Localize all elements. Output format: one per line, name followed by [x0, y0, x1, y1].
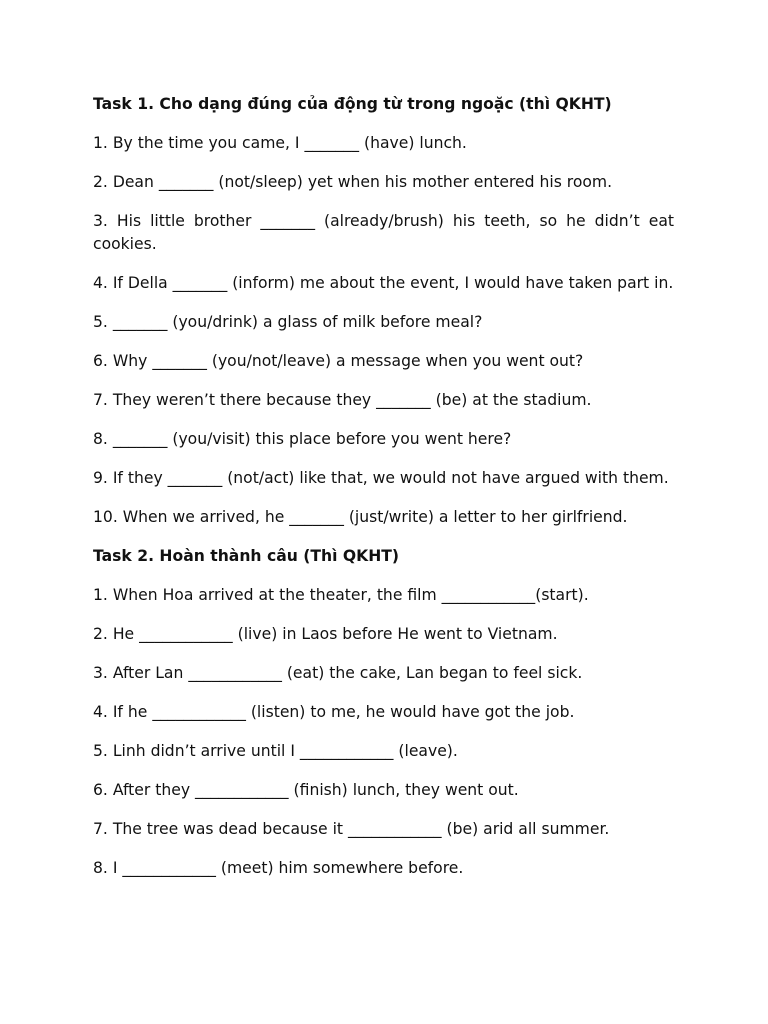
- worksheet-page: [93, 93, 674, 896]
- task-1-question-2: 2. Dean _______ (not/sleep) yet when his mother entered his room.: [93, 173, 613, 191]
- task-2-question-6: 6. After they ____________ (finish) lunch, they went out.: [93, 781, 519, 799]
- task-2-question-1: 1. When Hoa arrived at the theater, the film ____________(start).: [93, 586, 589, 604]
- task-1-question-10: 10. When we arrived, he _______ (just/write) a letter to her girlfriend.: [93, 508, 628, 526]
- task-1-question-9: 9. If they _______ (not/act) like that, we would not have argued with them.: [93, 469, 669, 487]
- task-1-question-4: 4. If Della _______ (inform) me about the event, I would have taken part in.: [93, 274, 674, 292]
- task-2-heading: Task 2. Hoàn thành câu (Thì QKHT): [93, 547, 400, 565]
- task-2-section: [93, 545, 674, 880]
- task-2-question-8: 8. I ____________ (meet) him somewhere before.: [93, 859, 464, 877]
- task-2-question-2: 2. He ____________ (live) in Laos before He went to Vietnam.: [93, 625, 558, 643]
- task-2-question-7: 7. The tree was dead because it ____________ (be) arid all summer.: [93, 820, 610, 838]
- task-1-question-6: 6. Why _______ (you/not/leave) a message when you went out?: [93, 352, 584, 370]
- task-2-question-5: 5. Linh didn’t arrive until I ____________ (leave).: [93, 742, 458, 760]
- task-2-question-3: 3. After Lan ____________ (eat) the cake, Lan began to feel sick.: [93, 664, 583, 682]
- task-1-question-7: 7. They weren’t there because they _______ (be) at the stadium.: [93, 391, 592, 409]
- task-1-heading: Task 1. Cho dạng đúng của động từ trong ngoặc (thì QKHT): [93, 95, 612, 113]
- task-2-question-4: 4. If he ____________ (listen) to me, he would have got the job.: [93, 703, 575, 721]
- task-1-question-8: 8. _______ (you/visit) this place before you went here?: [93, 430, 512, 448]
- task-1-question-3: 3. His little brother _______ (already/brush) his teeth, so he didn’t eat cookies.: [93, 212, 674, 253]
- task-1-section: [93, 93, 674, 529]
- task-1-question-5: 5. _______ (you/drink) a glass of milk before meal?: [93, 313, 483, 331]
- task-1-question-1: 1. By the time you came, I _______ (have) lunch.: [93, 134, 467, 152]
